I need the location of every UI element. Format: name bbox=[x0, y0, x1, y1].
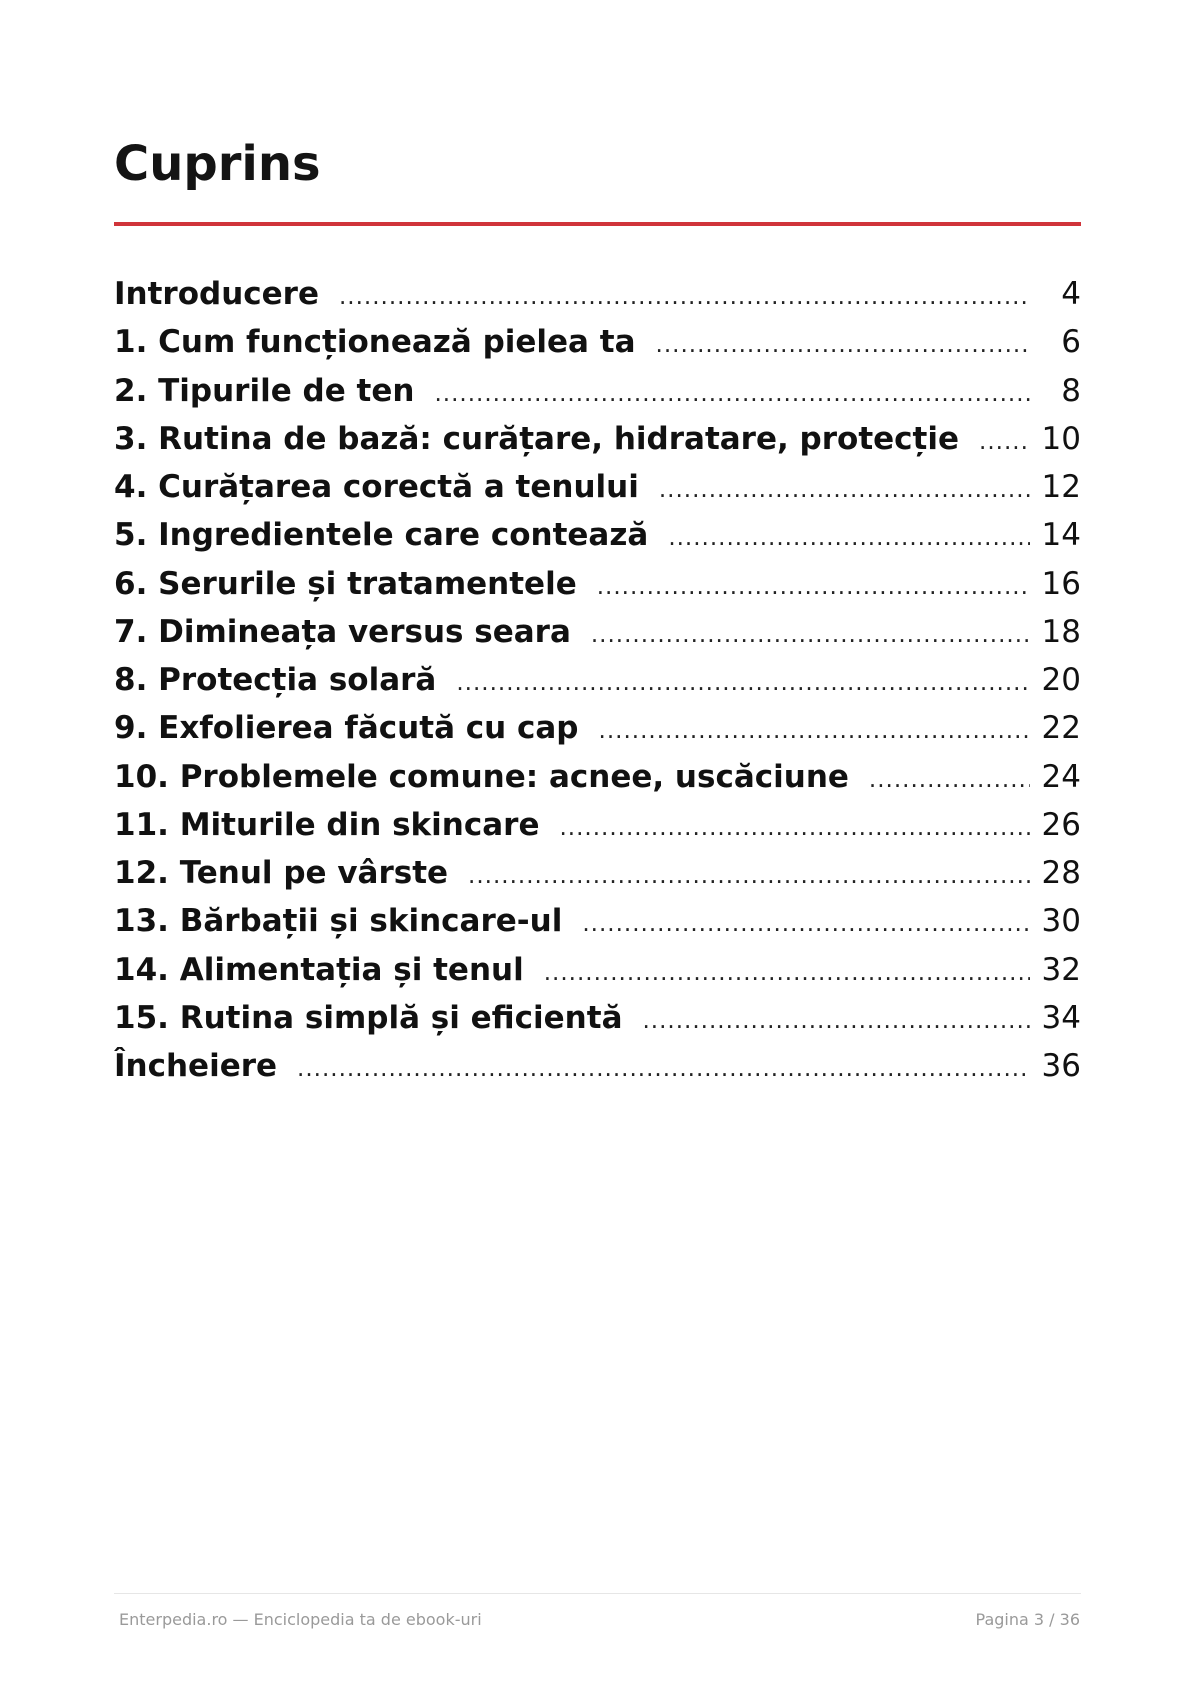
toc-entry-page: 32 bbox=[1041, 951, 1081, 988]
toc-entry-page: 14 bbox=[1041, 517, 1081, 554]
footer-page-number: Pagina 3 / 36 bbox=[975, 1610, 1080, 1629]
toc-entry-label: 9. Exfolierea făcută cu cap bbox=[114, 710, 579, 747]
toc-entry-label: Încheiere bbox=[114, 1048, 278, 1084]
toc-entry-label: Introducere bbox=[114, 276, 319, 312]
toc-dot-leader bbox=[599, 718, 1030, 744]
toc-entry-13[interactable] bbox=[114, 903, 1081, 951]
table-of-contents bbox=[114, 276, 1081, 1096]
toc-entry-page: 6 bbox=[1061, 324, 1081, 361]
toc-dot-leader bbox=[456, 670, 1029, 696]
toc-entry-page: 4 bbox=[1061, 276, 1081, 312]
toc-dot-leader bbox=[582, 911, 1029, 937]
toc-entry-4[interactable] bbox=[114, 469, 1081, 517]
toc-entry-page: 30 bbox=[1041, 903, 1081, 940]
toc-entry-12[interactable] bbox=[114, 855, 1081, 903]
toc-entry-3[interactable] bbox=[114, 421, 1081, 469]
toc-entry-11[interactable] bbox=[114, 807, 1081, 855]
toc-entry-15[interactable] bbox=[114, 1000, 1081, 1048]
toc-dot-leader bbox=[591, 622, 1030, 648]
toc-entry-label: 1. Cum funcționează pielea ta bbox=[114, 324, 636, 361]
toc-entry-6[interactable] bbox=[114, 566, 1081, 614]
toc-dot-leader bbox=[559, 815, 1029, 841]
toc-entry-page: 8 bbox=[1061, 372, 1081, 409]
toc-entry-9[interactable] bbox=[114, 710, 1081, 758]
toc-entry-1[interactable] bbox=[114, 324, 1081, 372]
toc-entry-label: 3. Rutina de bază: curățare, hidratare, protecție bbox=[114, 420, 960, 457]
toc-dot-leader bbox=[544, 960, 1030, 986]
toc-entry-label: 5. Ingredientele care contează bbox=[114, 517, 649, 554]
toc-dot-leader bbox=[668, 525, 1029, 551]
toc-entry-page: 12 bbox=[1041, 469, 1081, 505]
toc-entry-10[interactable] bbox=[114, 759, 1081, 807]
toc-entry-8[interactable] bbox=[114, 662, 1081, 710]
toc-entry-label: 12. Tenul pe vârste bbox=[114, 855, 449, 891]
toc-entry-page: 24 bbox=[1041, 758, 1081, 795]
page-title: Cuprins bbox=[114, 136, 321, 192]
toc-entry-2[interactable] bbox=[114, 373, 1081, 421]
toc-entry-page: 20 bbox=[1041, 662, 1081, 698]
toc-dot-leader bbox=[869, 767, 1030, 793]
toc-entry-label: 6. Serurile și tratamentele bbox=[114, 565, 577, 602]
toc-entry-label: 10. Problemele comune: acnee, uscăciune bbox=[114, 758, 849, 795]
toc-entry-label: 13. Bărbații și skincare-ul bbox=[114, 903, 563, 940]
toc-entry-label: 15. Rutina simplă și eficientă bbox=[114, 999, 623, 1036]
toc-entry-5[interactable] bbox=[114, 517, 1081, 565]
toc-dot-leader bbox=[597, 574, 1030, 600]
toc-entry-label: 2. Tipurile de ten bbox=[114, 372, 415, 409]
title-divider bbox=[114, 222, 1081, 226]
toc-entry-incheiere[interactable] bbox=[114, 1048, 1081, 1096]
toc-dot-leader bbox=[297, 1056, 1030, 1082]
toc-entry-introducere[interactable] bbox=[114, 276, 1081, 324]
toc-entry-page: 10 bbox=[1041, 420, 1081, 457]
toc-dot-leader bbox=[434, 381, 1031, 407]
toc-entry-page: 22 bbox=[1041, 710, 1081, 747]
toc-entry-page: 26 bbox=[1041, 806, 1081, 843]
toc-entry-page: 36 bbox=[1041, 1048, 1081, 1084]
toc-entry-7[interactable] bbox=[114, 614, 1081, 662]
toc-entry-page: 18 bbox=[1041, 613, 1081, 650]
toc-entry-page: 34 bbox=[1041, 999, 1081, 1036]
toc-entry-label: 4. Curățarea corectă a tenului bbox=[114, 469, 639, 505]
toc-entry-label: 8. Protecția solară bbox=[114, 662, 437, 698]
toc-dot-leader bbox=[656, 332, 1031, 358]
toc-entry-14[interactable] bbox=[114, 952, 1081, 1000]
toc-entry-label: 7. Dimineața versus seara bbox=[114, 613, 571, 650]
toc-dot-leader bbox=[339, 284, 1031, 310]
toc-entry-label: 14. Alimentația și tenul bbox=[114, 951, 524, 988]
toc-dot-leader bbox=[643, 1008, 1030, 1034]
toc-entry-label: 11. Miturile din skincare bbox=[114, 806, 540, 843]
footer-divider bbox=[114, 1593, 1081, 1594]
toc-entry-page: 28 bbox=[1041, 855, 1081, 891]
toc-dot-leader bbox=[468, 863, 1030, 889]
footer-site-name: Enterpedia.ro — Enciclopedia ta de ebook-uri bbox=[119, 1610, 482, 1629]
toc-dot-leader bbox=[979, 429, 1030, 455]
toc-entry-page: 16 bbox=[1041, 565, 1081, 602]
toc-dot-leader bbox=[659, 477, 1030, 503]
